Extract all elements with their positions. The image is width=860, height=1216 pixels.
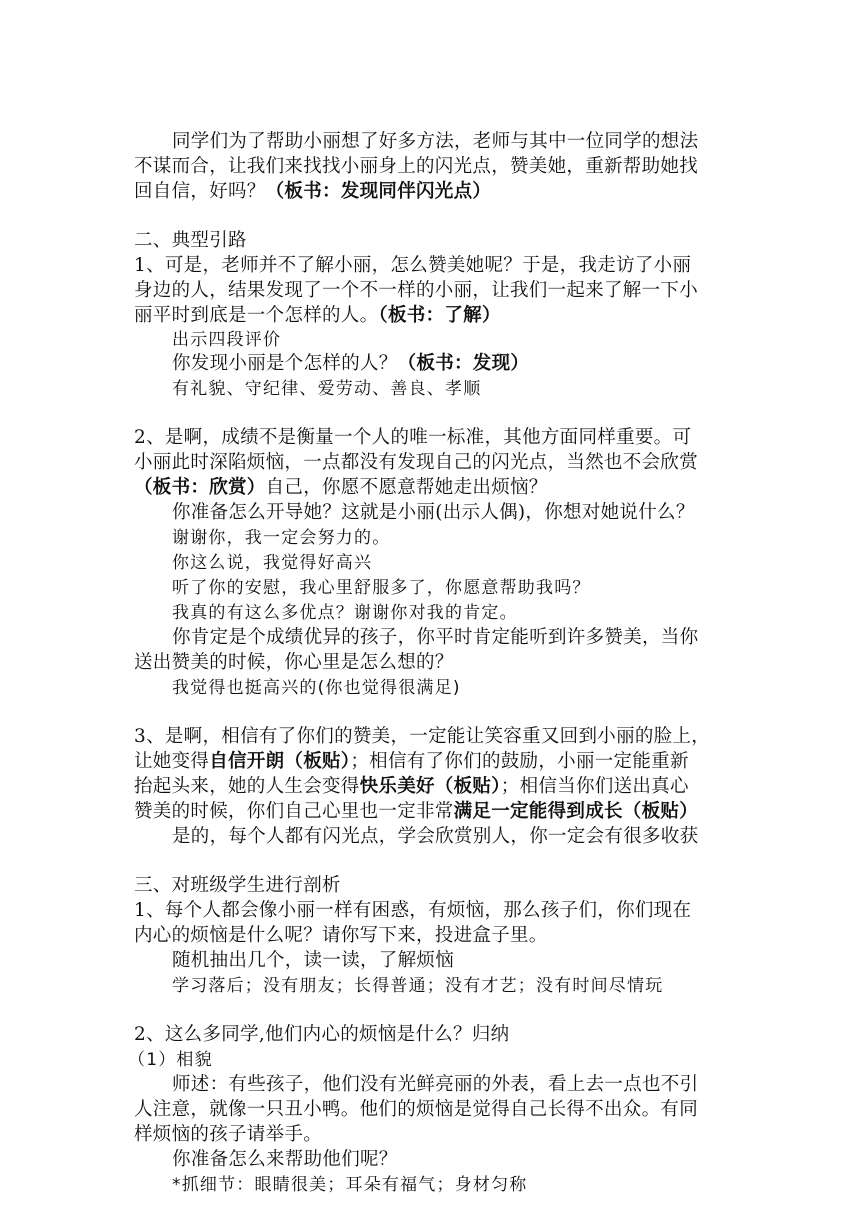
item-2-1-question <box>172 352 772 376</box>
item-2-1-line-3 <box>134 304 734 328</box>
item-3-2-line-4: 样烦恼的孩子请举手。 <box>134 1124 323 1145</box>
text: 丽平时到底是一个怎样的人。 <box>134 305 379 326</box>
item-2-2-reply-5: 我觉得也挺高兴的(你也觉得很满足) <box>172 678 461 698</box>
item-3-2-line-1: 2、这么多同学,他们内心的烦恼是什么？归纳 <box>134 1024 510 1045</box>
item-2-3-line-3 <box>134 775 734 799</box>
item-3-2-line-5: 你准备怎么来帮助他们呢？ <box>172 1149 398 1170</box>
item-2-2-line-6: 送出赞美的时候，你心里是怎么想的？ <box>134 652 454 673</box>
para-intro-line-3 <box>134 180 734 204</box>
item-2-1-show: 出示四段评价 <box>172 330 282 350</box>
board-note: （板书：发现同伴闪光点） <box>265 181 492 202</box>
item-3-1-line-4: 学习落后；没有朋友；长得普通；没有才艺；没有时间尽情玩 <box>172 976 664 996</box>
item-3-2-line-2: 师述：有些孩子，他们没有光鲜亮丽的外表，看上去一点也不引 <box>172 1074 699 1095</box>
item-2-2-reply-1: 谢谢你，我一定会努力的。 <box>172 528 391 548</box>
item-2-3-line-1: 3、是啊，相信有了你们的赞美，一定能让笑容重又回到小丽的脸上， <box>134 726 711 747</box>
item-2-1-line-1: 1、可是，老师并不了解小丽，怎么赞美她呢？于是，我走访了小丽 <box>134 255 692 276</box>
section-heading-2: 二、典型引路 <box>134 230 247 251</box>
board-note: 自信开朗（板贴） <box>209 751 351 772</box>
text: 抬起头来，她的人生会变得 <box>134 776 360 797</box>
text: ；相信有了你们的鼓励，小丽一定能重新 <box>350 751 689 772</box>
item-3-2-sub: （1）相貌 <box>128 1050 213 1070</box>
item-2-2-reply-4: 我真的有这么多优点？谢谢你对我的肯定。 <box>172 603 518 623</box>
text: 自己，你愿不愿意帮她走出烦恼？ <box>265 477 548 498</box>
para-intro-line-2: 不谋而合，让我们来找找小丽身上的闪光点，赞美她，重新帮助她找 <box>134 156 699 177</box>
item-2-2-line-1: 2、是啊，成绩不是衡量一个人的唯一标准，其他方面同样重要。可 <box>134 427 692 448</box>
item-2-2-line-2: 小丽此时深陷烦恼，一点都没有发现自己的闪光点，当然也不会欣赏 <box>134 452 699 473</box>
board-note: （板书：欣赏） <box>134 477 266 498</box>
item-3-1-line-1: 1、每个人都会像小丽一样有困惑，有烦恼，那么孩子们，你们现在 <box>134 900 692 921</box>
item-2-3-line-5: 是的，每个人都有闪光点，学会欣赏别人，你一定会有很多收获 <box>172 826 699 847</box>
item-3-2-line-6: *抓细节：眼睛很美；耳朵有福气；身材匀称 <box>172 1175 528 1195</box>
text: 回自信，好吗？ <box>134 181 266 202</box>
item-2-2-reply-3: 听了你的安慰，我心里舒服多了，你愿意帮助我吗？ <box>172 578 591 598</box>
board-note: （板书：发现） <box>397 353 530 374</box>
item-2-2-line-3 <box>134 476 734 500</box>
item-3-1-line-2: 内心的烦恼是什么呢？请你写下来，投进盒子里。 <box>134 925 548 946</box>
item-2-3-line-2 <box>134 750 734 774</box>
section-heading-3: 三、对班级学生进行剖析 <box>134 875 341 896</box>
board-note: 满足一定能得到成长（板贴） <box>453 801 699 822</box>
board-note: 快乐美好（板贴） <box>359 776 501 797</box>
board-note: （板书：了解） <box>378 305 501 326</box>
item-2-2-line-4: 你准备怎么开导她？这就是小丽(出示人偶)，你想对她说什么？ <box>172 502 695 523</box>
text: 赞美的时候，你们自己心里也一定非常 <box>134 801 454 822</box>
para-intro-line-1: 同学们为了帮助小丽想了好多方法，老师与其中一位同学的想法 <box>172 131 699 152</box>
item-2-2-reply-2: 你这么说，我觉得好高兴 <box>172 553 373 573</box>
item-2-3-line-4 <box>134 800 734 824</box>
item-2-1-line-2: 身边的人，结果发现了一个不一样的小丽，让我们一起来了解一下小 <box>134 280 699 301</box>
item-2-2-line-5: 你肯定是个成绩优异的孩子，你平时肯定能听到许多赞美，当你 <box>172 627 699 648</box>
item-3-1-line-3: 随机抽出几个，读一读，了解烦恼 <box>172 950 455 971</box>
item-2-1-traits: 有礼貌、守纪律、爱劳动、善良、孝顺 <box>172 379 482 399</box>
text: 你发现小丽是个怎样的人？ <box>172 353 398 374</box>
item-3-2-line-3: 人注意，就像一只丑小鸭。他们的烦恼是觉得自己长得不出众。有同 <box>134 1099 699 1120</box>
text: ；相信当你们送出真心 <box>500 776 689 797</box>
text: 让她变得 <box>134 751 210 772</box>
